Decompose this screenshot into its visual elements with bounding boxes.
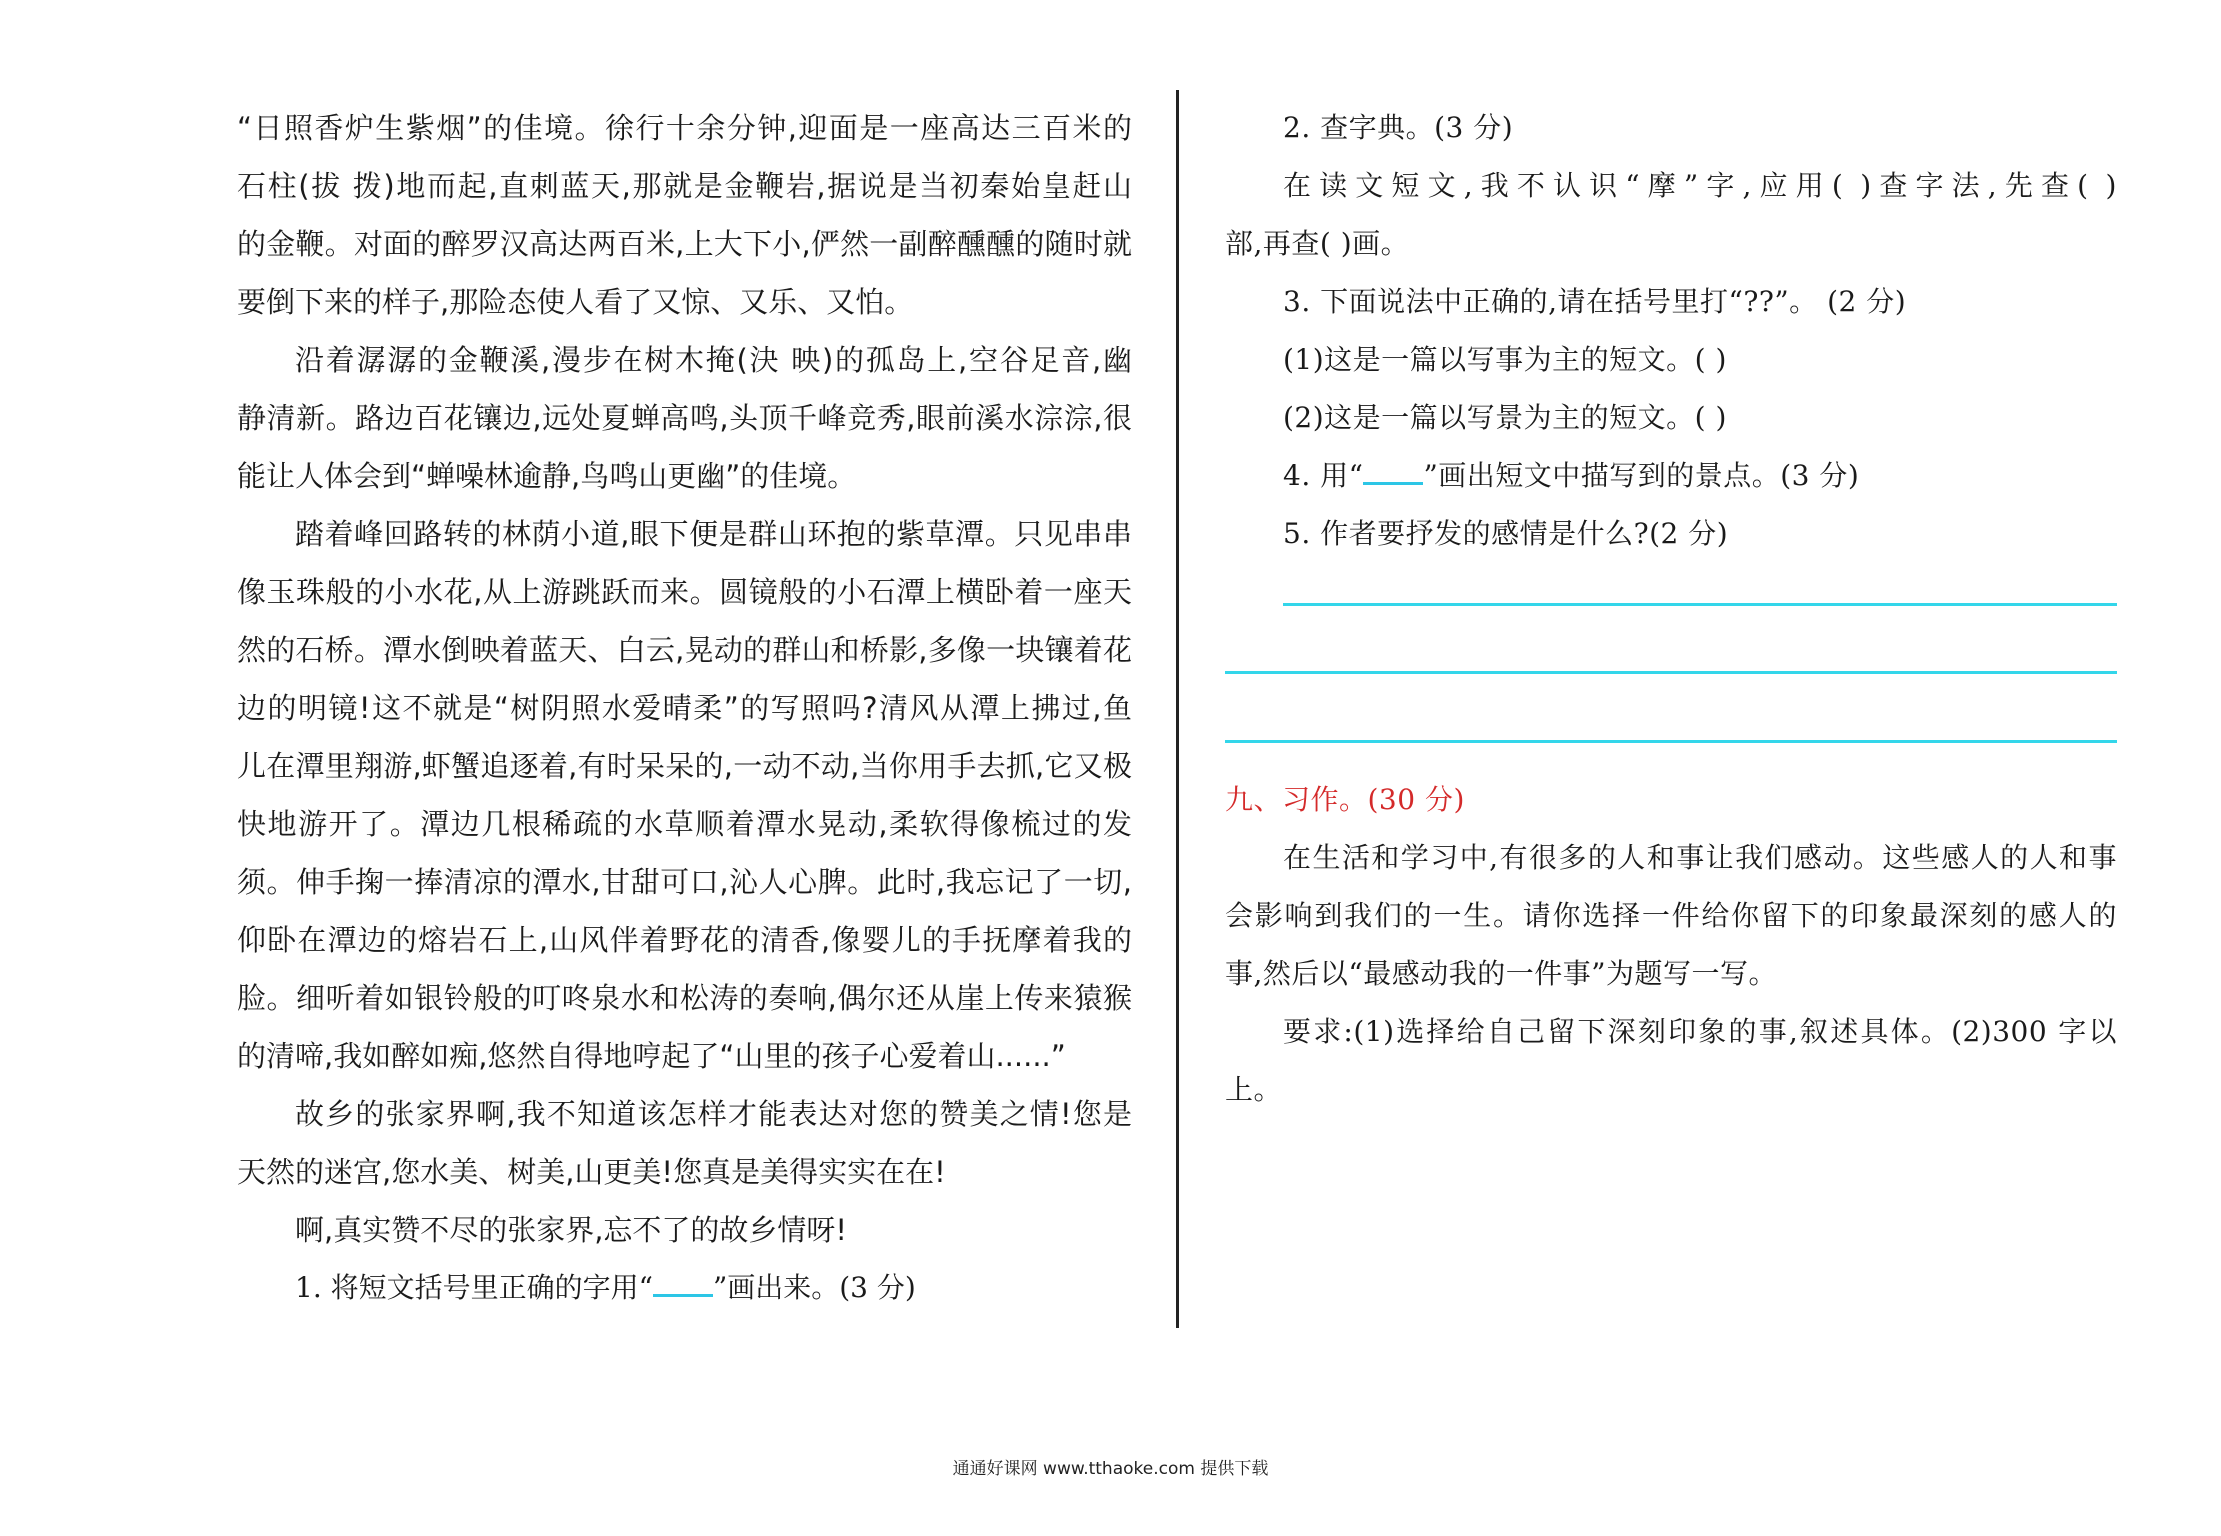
question-3-item: (1)这是一篇以写事为主的短文。( )	[1283, 343, 1727, 376]
passage-line: 仰卧在潭边的熔岩石上,山风伴着野花的清香,像婴儿的手抚摩着我的	[237, 923, 1132, 957]
passage-line: “日照香炉生紫烟”的佳境。徐行十余分钟,迎面是一座高达三百米的	[237, 111, 1132, 145]
essay-requirement-line: 上。	[1225, 1073, 1283, 1106]
question-3-item: (2)这是一篇以写景为主的短文。( )	[1283, 401, 1727, 434]
passage-line: 要倒下来的样子,那险态使人看了又惊、又乐、又怕。	[237, 285, 914, 319]
underline-sample	[1363, 456, 1423, 485]
essay-prompt-line: 事,然后以“最感动我的一件事”为题写一写。	[1225, 957, 1778, 990]
passage-line: 踏着峰回路转的林荫小道,眼下便是群山环抱的紫草潭。只见串串	[295, 517, 1132, 551]
passage-line: 啊,真实赞不尽的张家界,忘不了的故乡情呀!	[295, 1213, 848, 1247]
question-2-line: 部,再查( )画。	[1225, 227, 1410, 260]
passage-line: 然的石桥。潭水倒映着蓝天、白云,晃动的群山和桥影,多像一块镶着花	[237, 633, 1132, 667]
passage-line: 快地游开了。潭边几根稀疏的水草顺着潭水晃动,柔软得像梳过的发	[237, 807, 1132, 841]
passage-line: 的金鞭。对面的醉罗汉高达两百米,上大下小,俨然一副醉醺醺的随时就	[237, 227, 1132, 261]
question-1: 1. 将短文括号里正确的字用“ ”画出来。(3 分)	[237, 1267, 1132, 1309]
essay-prompt-line: 在生活和学习中,有很多的人和事让我们感动。这些感人的人和事	[1283, 841, 2117, 874]
question-2-title: 2. 查字典。(3 分)	[1283, 111, 1514, 144]
passage-line: 脸。细听着如银铃般的叮咚泉水和松涛的奏响,偶尔还从崖上传来猿猴	[237, 981, 1132, 1015]
passage-line: 故乡的张家界啊,我不知道该怎样才能表达对您的赞美之情!您是	[295, 1097, 1132, 1131]
answer-line[interactable]	[1225, 671, 2117, 674]
question-5-title: 5. 作者要抒发的感情是什么?(2 分)	[1283, 517, 1729, 550]
answer-line[interactable]	[1283, 603, 2117, 606]
section-9-title: 九、习作。(30 分)	[1225, 783, 1465, 816]
answer-line[interactable]	[1225, 740, 2117, 743]
underline-sample	[653, 1268, 713, 1297]
passage-line: 静清新。路边百花镶边,远处夏蝉高鸣,头顶千峰竞秀,眼前溪水淙淙,很	[237, 401, 1132, 435]
question-2-line: 在读文短文,我不认识“摩”字,应用( )查字法,先查( )	[1283, 169, 2117, 202]
page-footer: 通通好课网 www.tthaoke.com 提供下载	[952, 1459, 1269, 1479]
essay-prompt-line: 会影响到我们的一生。请你选择一件给你留下的印象最深刻的感人的	[1225, 899, 2117, 932]
passage-line: 能让人体会到“蝉噪林逾静,鸟鸣山更幽”的佳境。	[237, 459, 857, 493]
column-divider	[1176, 90, 1179, 1328]
essay-requirement-line: 要求:(1)选择给自己留下深刻印象的事,叙述具体。(2)300 字以	[1283, 1015, 2117, 1048]
passage-line: 的清啼,我如醉如痴,悠然自得地哼起了“山里的孩子心爱着山......”	[237, 1039, 1066, 1073]
passage-line: 儿在潭里翔游,虾蟹追逐着,有时呆呆的,一动不动,当你用手去抓,它又极	[237, 749, 1132, 783]
passage-line: 石柱(拔 拨)地而起,直刺蓝天,那就是金鞭岩,据说是当初秦始皇赶山	[237, 169, 1132, 203]
passage-line: 沿着潺潺的金鞭溪,漫步在树木掩(決 映)的孤岛上,空谷足音,幽	[295, 343, 1132, 377]
passage-line: 须。伸手掬一捧清凉的潭水,甘甜可口,沁人心脾。此时,我忘记了一切,	[237, 865, 1132, 899]
passage-line: 边的明镜!这不就是“树阴照水爱晴柔”的写照吗?清风从潭上拂过,鱼	[237, 691, 1132, 725]
passage-line: 像玉珠般的小水花,从上游跳跃而来。圆镜般的小石潭上横卧着一座天	[237, 575, 1132, 609]
question-4: 4. 用“ ”画出短文中描写到的景点。(3 分)	[1225, 455, 2117, 497]
question-3-title: 3. 下面说法中正确的,请在括号里打“??”。 (2 分)	[1283, 285, 1907, 318]
passage-line: 天然的迷宫,您水美、树美,山更美!您真是美得实实在在!	[237, 1155, 946, 1189]
